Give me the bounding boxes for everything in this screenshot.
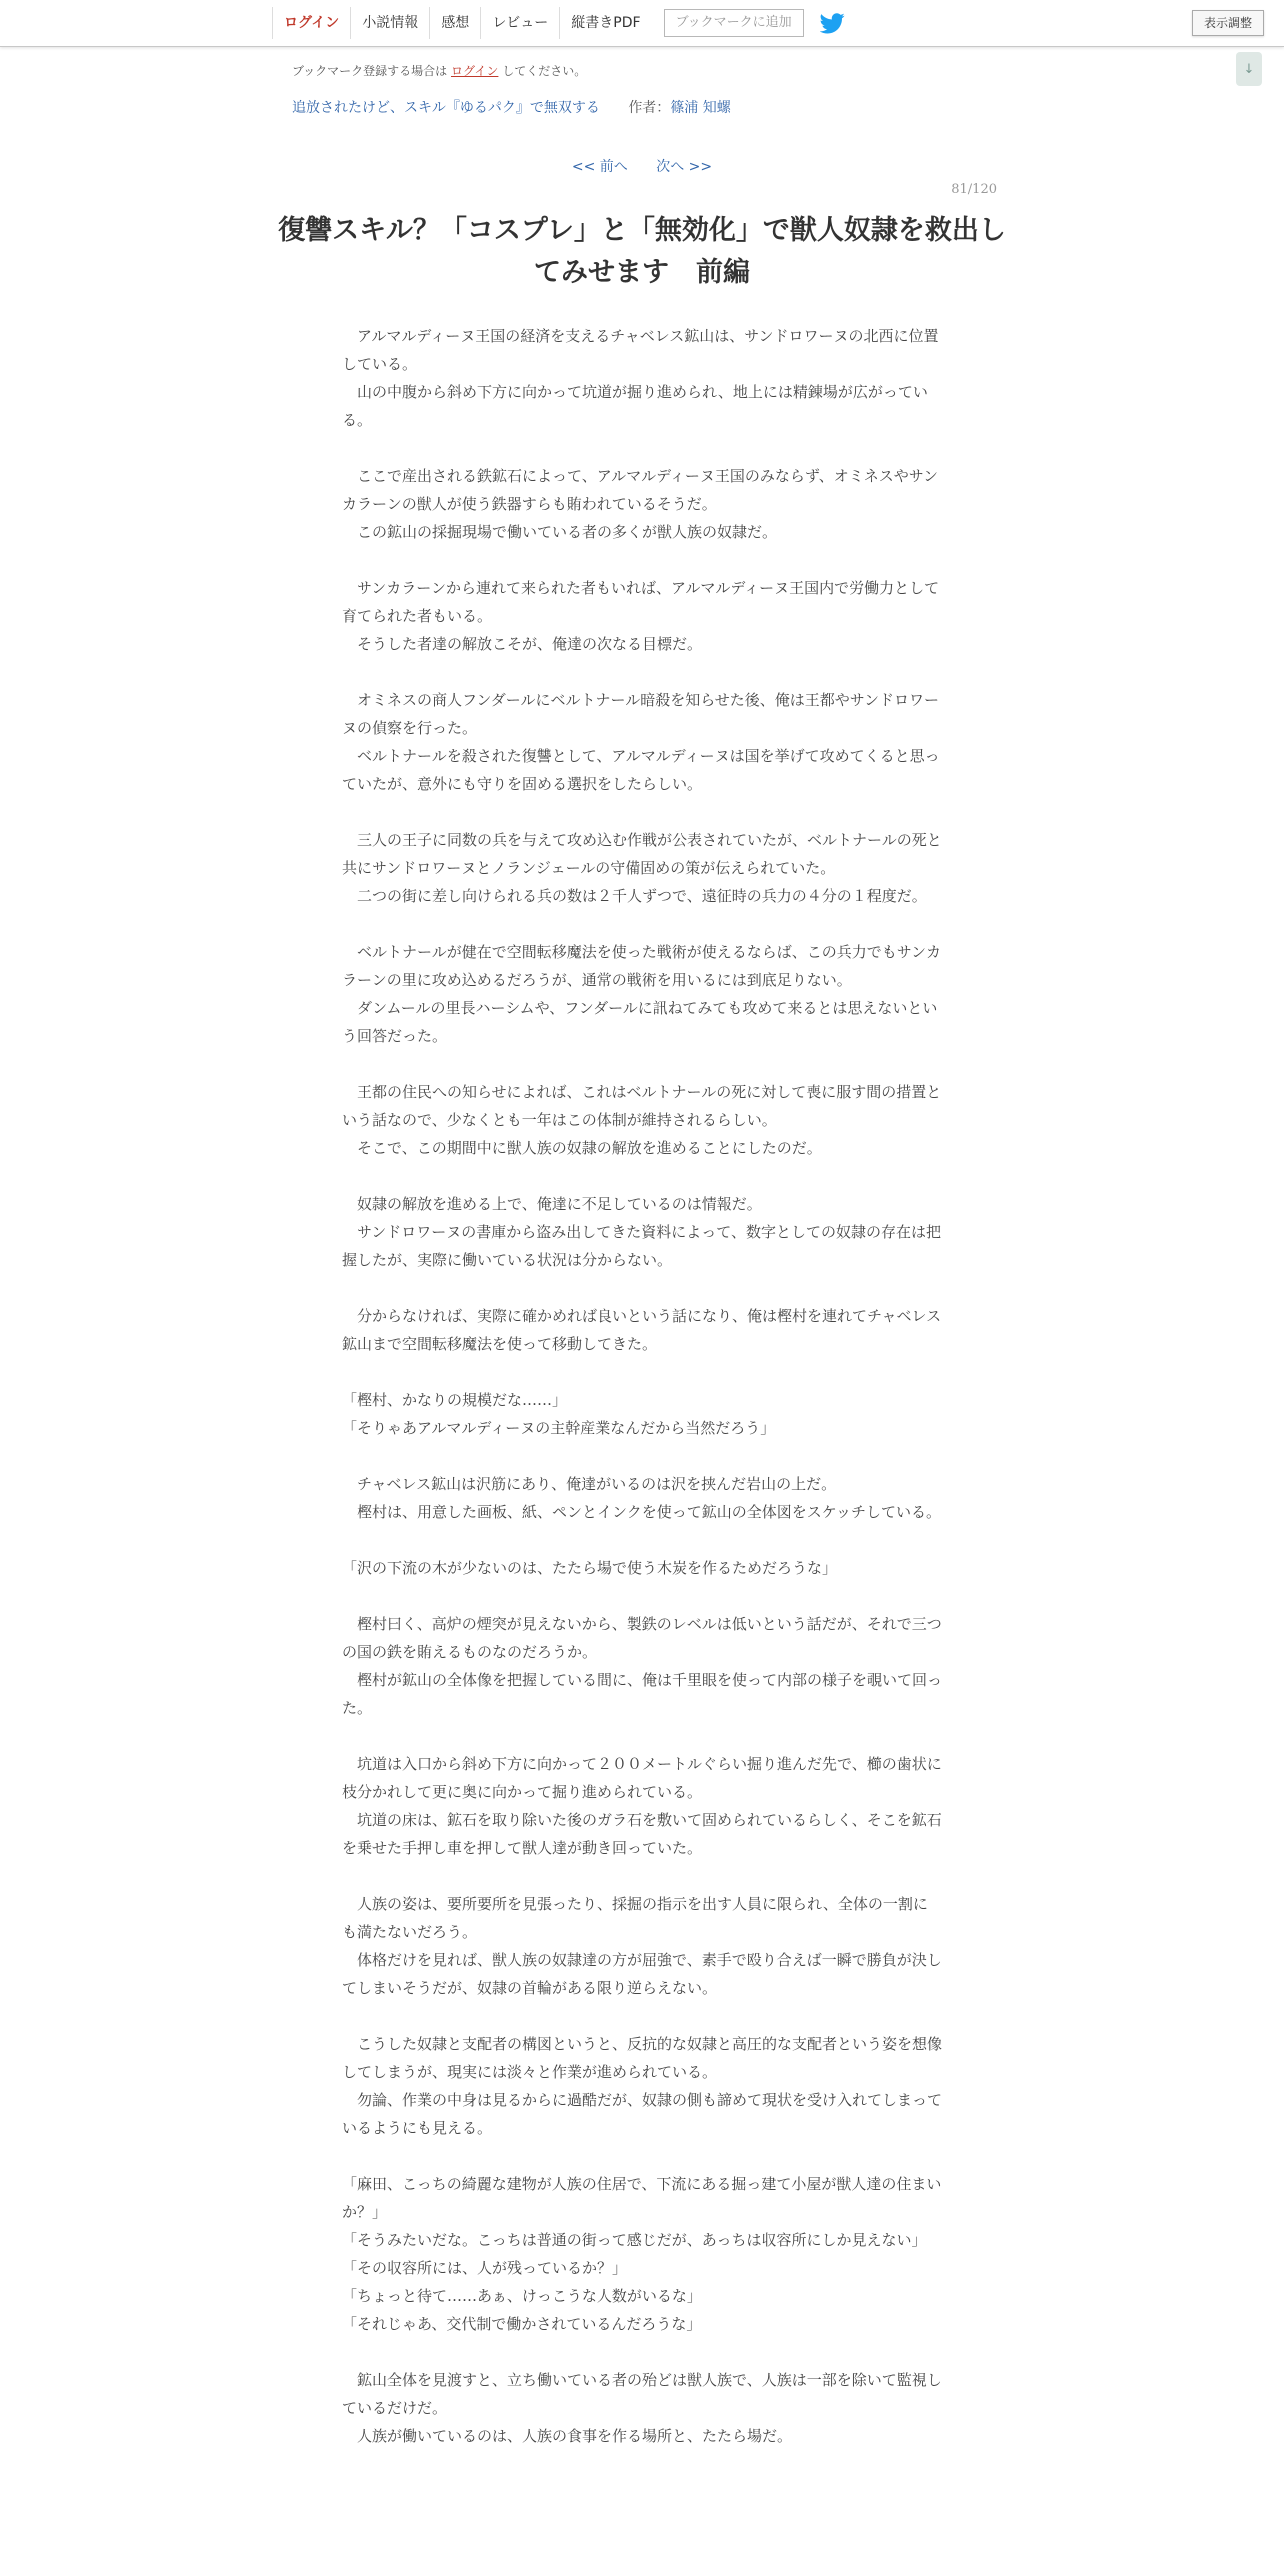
twitter-icon[interactable] — [820, 12, 846, 34]
body-paragraph: 「そうみたいだな。こっちは普通の街って感じだが、あっちは収容所にしか見えない」 — [342, 2231, 927, 2249]
display-adjust-button[interactable]: 表示調整 — [1192, 10, 1264, 36]
nav-login-link[interactable]: ログイン — [272, 7, 350, 39]
body-paragraph: ベルトナールが健在で空間転移魔法を使った戦術が使えるならば、この兵力でもサンカラーンの里に攻め込めるだろうが、通常の戦術を用いるには到底足りない。 — [342, 943, 941, 989]
body-paragraph: アルマルディーヌ王国の経済を支えるチャベレス鉱山は、サンドロワーヌの北西に位置している。 — [342, 327, 939, 373]
body-paragraph: オミネスの商人フンダールにベルトナール暗殺を知らせた後、俺は王都やサンドロワーヌの偵察を行った。 — [342, 691, 940, 737]
chapter-pager — [0, 156, 1284, 176]
author-link[interactable]: 篠浦 知螺 — [670, 100, 731, 116]
twitter-bird-icon — [820, 13, 845, 34]
body-paragraph: 「その収容所には、人が残っているか？」 — [342, 2259, 628, 2277]
body-paragraph: 二つの街に差し向けられる兵の数は２千人ずつで、遠征時の兵力の４分の１程度だ。 — [342, 887, 927, 905]
nav-review-link[interactable]: レビュー — [480, 7, 559, 39]
body-paragraph: 奴隷の解放を進める上で、俺達に不足しているのは情報だ。 — [342, 1195, 762, 1213]
body-paragraph — [342, 1862, 942, 1890]
body-paragraph — [342, 910, 942, 938]
nav-vertical-pdf-link[interactable]: 縦書きPDF — [559, 7, 651, 39]
scroll-down-button[interactable] — [1236, 52, 1262, 86]
body-paragraph: 樫村が鉱山の全体像を把握している間に、俺は千里眼を使って内部の様子を覗いて回った。 — [342, 1671, 943, 1717]
body-paragraph: 「そりゃあアルマルディーヌの主幹産業なんだから当然だろう」 — [342, 1419, 776, 1437]
add-bookmark-button[interactable]: ブックマークに追加 — [664, 9, 804, 37]
body-paragraph — [342, 658, 942, 686]
body-paragraph: 樫村曰く、高炉の煙突が見えないから、製鉄のレベルは低いという話だが、それで三つの国の鉄を賄えるものなのだろうか。 — [342, 1615, 942, 1661]
body-paragraph: ベルトナールを殺された復讐として、アルマルディーヌは国を挙げて攻めてくると思っていたが、意外にも守りを固める選択をしたらしい。 — [342, 747, 940, 793]
nav-novel-info-link[interactable]: 小説情報 — [350, 7, 429, 39]
series-title-link[interactable]: 追放されたけど、スキル『ゆるパク』で無双する — [292, 100, 600, 116]
body-paragraph: そこで、この期間中に獣人族の奴隷の解放を進めることにしたのだ。 — [342, 1139, 822, 1157]
body-paragraph: 三人の王子に同数の兵を与えて攻め込む作戦が公表されていたが、ベルトナールの死と共にサンドロワーヌとノランジェールの守備固めの策が伝えられていた。 — [342, 831, 942, 877]
body-paragraph — [342, 1050, 942, 1078]
body-paragraph: ダンムールの里長ハーシムや、フンダールに訊ねてみても攻めて来るとは思えないという回答だった。 — [342, 999, 938, 1045]
notice-text-after: してください。 — [502, 64, 587, 78]
body-paragraph — [342, 1442, 942, 1470]
body-paragraph: 樫村は、用意した画板、紙、ペンとインクを使って鉱山の全体図をスケッチしている。 — [342, 1503, 941, 1521]
body-paragraph — [342, 1274, 942, 1302]
body-paragraph: 「樫村、かなりの規模だな……」 — [342, 1391, 568, 1409]
body-paragraph — [342, 1582, 942, 1610]
body-paragraph: 鉱山全体を見渡すと、立ち働いている者の殆どは獣人族で、人族は一部を除いて監視しているだけだ。 — [342, 2371, 942, 2417]
chapter-title: 復讐スキル？「コスプレ」と「無効化」で獣人奴隷を救出してみせます 前編 — [278, 215, 1006, 288]
body-paragraph: 「麻田、こっちの綺麗な建物が人族の住居で、下流にある掘っ建て小屋が獣人達の住まいか？」 — [342, 2175, 942, 2221]
body-paragraph — [342, 1722, 942, 1750]
body-paragraph: こうした奴隷と支配者の構図というと、反抗的な奴隷と高圧的な支配者という姿を想像してしまうが、現実には淡々と作業が進められている。 — [342, 2035, 943, 2081]
series-info — [292, 97, 731, 117]
nav-impressions-link[interactable]: 感想 — [429, 7, 480, 39]
next-chapter-link[interactable]: 次へ >> — [656, 159, 713, 175]
author-label: 作者： — [628, 100, 671, 116]
body-paragraph: 「それじゃあ、交代制で働かされているんだろうな」 — [342, 2315, 702, 2333]
body-paragraph — [342, 2142, 942, 2170]
bookmark-login-notice — [292, 62, 586, 79]
notice-login-link[interactable]: ログイン — [451, 64, 499, 78]
body-paragraph: 人族の姿は、要所要所を見張ったり、採掘の指示を出す人員に限られ、全体の一割にも満たないだろう。 — [342, 1895, 928, 1941]
body-paragraph — [342, 1526, 942, 1554]
body-paragraph — [342, 2002, 942, 2030]
body-paragraph: 「沢の下流の木が少ないのは、たたら場で使う木炭を作るためだろうな」 — [342, 1559, 838, 1577]
body-paragraph: 分からなければ、実際に確かめれば良いという話になり、俺は樫村を連れてチャベレス鉱山まで空間転移魔法を使って移動してきた。 — [342, 1307, 942, 1353]
body-paragraph: この鉱山の採掘現場で働いている者の多くが獣人族の奴隷だ。 — [342, 523, 778, 541]
body-paragraph: サンドロワーヌの書庫から盗み出してきた資料によって、数字としての奴隷の存在は把握したが、実際に働いている状況は分からない。 — [342, 1223, 941, 1269]
body-paragraph: 坑道の床は、鉱石を取り除いた後のガラ石を敷いて固められているらしく、そこを鉱石を乗せた手押し車を押して獣人達が動き回っていた。 — [342, 1811, 942, 1857]
chapter-number: 81/120 — [951, 182, 997, 197]
body-paragraph: サンカラーンから連れて来られた者もいれば、アルマルディーヌ王国内で労働力として育てられた者もいる。 — [342, 579, 940, 625]
body-paragraph — [342, 434, 942, 462]
body-paragraph: 「ちょっと待て……あぁ、けっこうな人数がいるな」 — [342, 2287, 702, 2305]
body-paragraph: そうした者達の解放こそが、俺達の次なる目標だ。 — [342, 635, 703, 653]
body-paragraph: 勿論、作業の中身は見るからに過酷だが、奴隷の側も諦めて現状を受け入れてしまっているようにも見える。 — [342, 2091, 943, 2137]
body-paragraph: 坑道は入口から斜め下方に向かって２００メートルぐらい掘り進んだ先で、櫛の歯状に枝分かれして更に奥に向かって掘り進められている。 — [342, 1755, 942, 1801]
body-paragraph — [342, 1358, 942, 1386]
novel-body — [342, 322, 942, 2450]
body-paragraph: 人族が働いているのは、人族の食事を作る場所と、たたら場だ。 — [342, 2427, 793, 2445]
arrow-down-icon: ↓ — [1243, 61, 1255, 77]
body-paragraph — [342, 546, 942, 574]
top-navigation-bar — [0, 0, 1284, 47]
body-paragraph: 山の中腹から斜め下方に向かって坑道が掘り進められ、地上には精錬場が広がっている。 — [342, 383, 928, 429]
body-paragraph: チャベレス鉱山は沢筋にあり、俺達がいるのは沢を挟んだ岩山の上だ。 — [342, 1475, 837, 1493]
body-paragraph: ここで産出される鉄鉱石によって、アルマルディーヌ王国のみならず、オミネスやサンカラーンの獣人が使う鉄器すらも賄われているそうだ。 — [342, 467, 938, 513]
prev-chapter-link[interactable]: << 前へ — [571, 159, 628, 175]
body-paragraph — [342, 798, 942, 826]
nav-menu — [272, 0, 846, 46]
notice-text-before: ブックマーク登録する場合は — [292, 64, 448, 78]
body-paragraph — [342, 2338, 942, 2366]
body-paragraph: 王都の住民への知らせによれば、これはベルトナールの死に対して喪に服す間の措置という話なので、少なくとも一年はこの体制が維持されるらしい。 — [342, 1083, 942, 1129]
body-paragraph: 体格だけを見れば、獣人族の奴隷達の方が屈強で、素手で殴り合えば一瞬で勝負が決してしまいそうだが、奴隷の首輪がある限り逆らえない。 — [342, 1951, 942, 1997]
body-paragraph — [342, 1162, 942, 1190]
